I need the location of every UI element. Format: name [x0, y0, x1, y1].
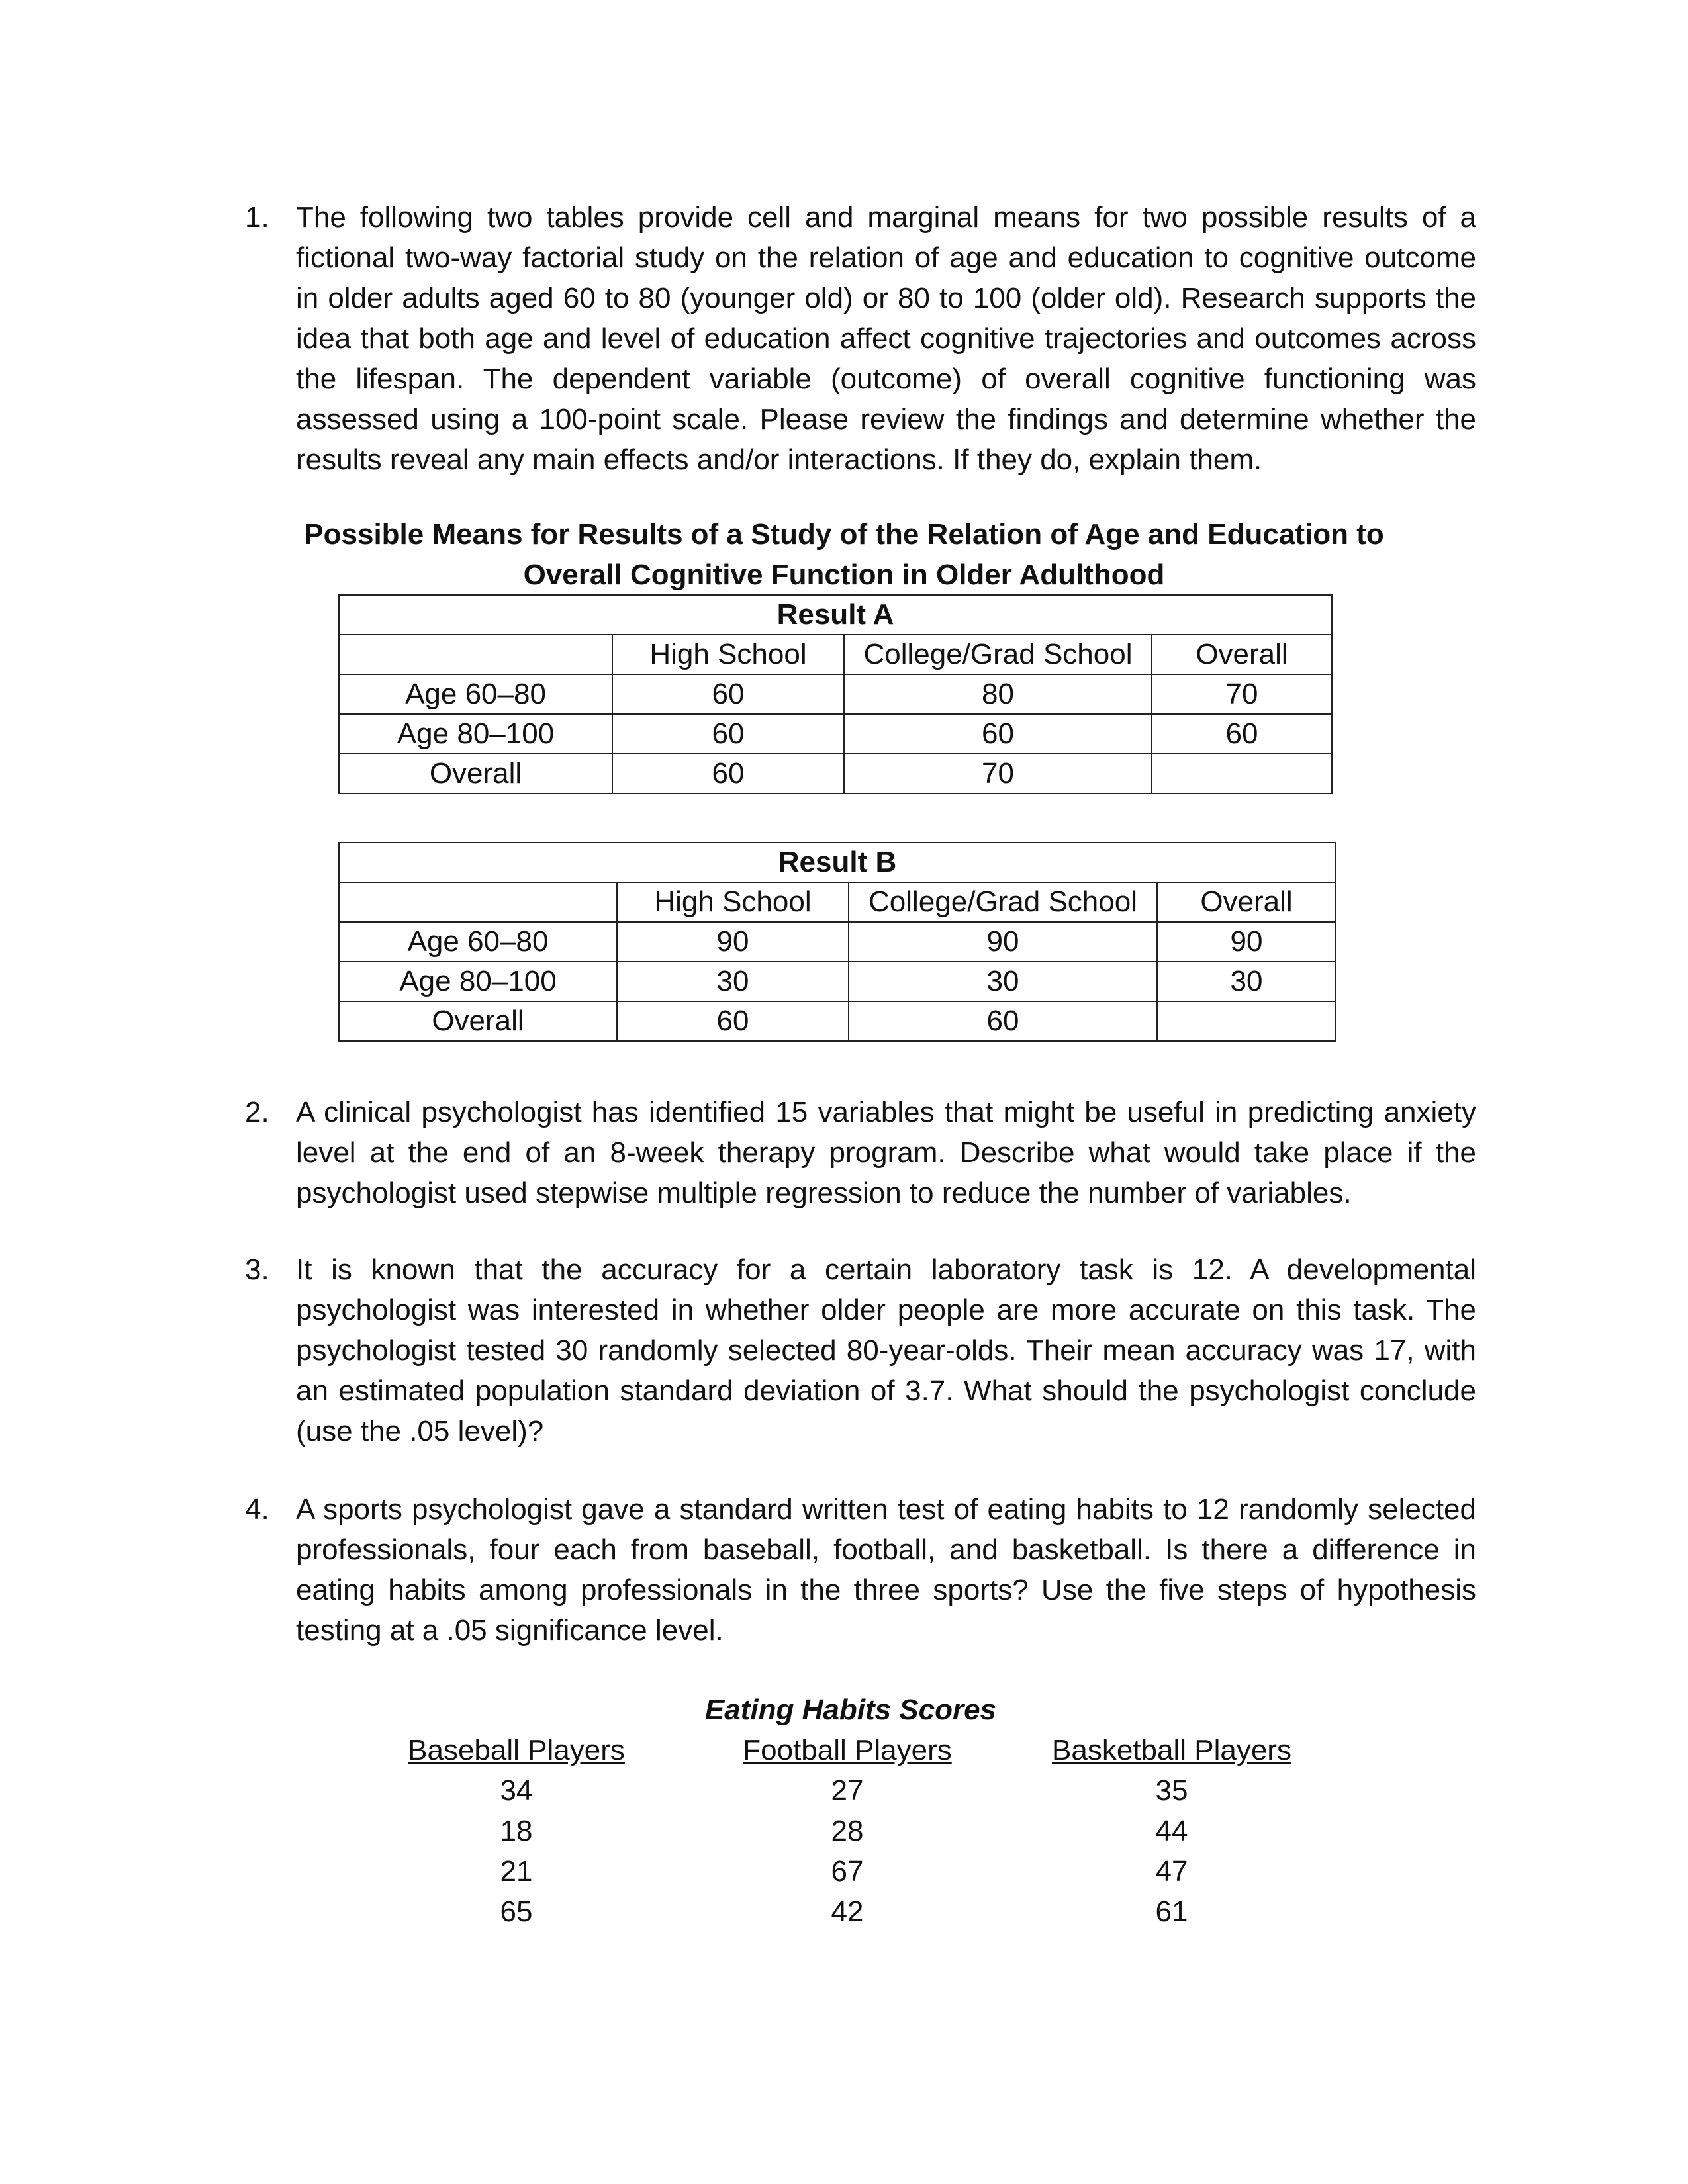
score-value: 18: [500, 1815, 533, 1847]
question-1-text: The following two tables provide cell and marginal means for two possible results of a fictional two-way factorial study on the relation of age and education to cognitive outcome in older adults aged 60 to 80 (younger old) or 80 to 100 (older old). Research supports the idea that both age and level of education affect cognitive trajectories and outcomes across the lifespan. The dependent variable (outcome) of overall cognitive functioning was assessed using a 100-point scale. Please review the findings and determine whether the results reveal any main effects and/or interactions. If they do, explain them.: [296, 201, 1476, 476]
baseball-column: [371, 1730, 662, 1932]
question-2: [245, 1092, 1476, 1218]
table-row: [339, 754, 1332, 794]
question-4-number: 4.: [245, 1493, 269, 1525]
row-header: Age 80–100: [339, 962, 617, 1001]
table-cell: [1157, 1001, 1336, 1041]
eating-habits-scores: [371, 1690, 1331, 1954]
table-row: [339, 962, 1336, 1001]
question-4: [245, 1489, 1476, 1655]
table-cell: [339, 635, 612, 674]
question-2-number: 2.: [245, 1096, 269, 1128]
column-header: High School: [612, 635, 844, 674]
table-caption: [245, 514, 1443, 595]
score-value: 21: [500, 1855, 533, 1888]
row-header: Age 80–100: [339, 714, 612, 754]
column-header: College/Grad School: [844, 635, 1152, 674]
score-value: 42: [831, 1895, 864, 1928]
table-cell: [339, 882, 617, 922]
table-cell: 30: [849, 962, 1157, 1001]
basketball-column: [1019, 1730, 1324, 1932]
table-cell: 60: [849, 1001, 1157, 1041]
question-1-number: 1.: [245, 201, 269, 234]
score-value: 44: [1155, 1815, 1188, 1847]
score-value: 47: [1155, 1855, 1188, 1888]
column-header: Overall: [1152, 635, 1332, 674]
score-value: 67: [831, 1855, 864, 1888]
table-cell: 30: [1157, 962, 1336, 1001]
table-row: [339, 1001, 1336, 1041]
score-value: 27: [831, 1774, 864, 1807]
score-value: 28: [831, 1815, 864, 1847]
table-row: [339, 674, 1332, 714]
table-cell: 90: [617, 922, 849, 962]
table-caption-line-1: Possible Means for Results of a Study of the Relation of Age and Education to: [304, 518, 1384, 551]
question-1: [245, 197, 1476, 522]
football-column: [702, 1730, 993, 1932]
score-value: 65: [500, 1895, 533, 1928]
table-cell: 70: [1152, 674, 1332, 714]
result-a-title: Result A: [339, 595, 1332, 635]
table-row: [339, 922, 1336, 962]
row-header: Overall: [339, 754, 612, 794]
score-value: 35: [1155, 1774, 1188, 1807]
result-a-table: [338, 594, 1333, 794]
row-header: Overall: [339, 1001, 617, 1041]
table-cell: 80: [844, 674, 1152, 714]
table-cell: [1152, 754, 1332, 794]
row-header: Age 60–80: [339, 674, 612, 714]
question-3-number: 3.: [245, 1253, 269, 1286]
table-cell: 60: [1152, 714, 1332, 754]
question-3: [245, 1250, 1476, 1455]
table-cell: 70: [844, 754, 1152, 794]
table-cell: 90: [849, 922, 1157, 962]
table-cell: 60: [612, 674, 844, 714]
result-b-title: Result B: [339, 842, 1336, 882]
score-value: 34: [500, 1774, 533, 1807]
table-cell: 30: [617, 962, 849, 1001]
score-value: 61: [1155, 1895, 1188, 1928]
table-caption-line-2: Overall Cognitive Function in Older Adulthood: [523, 559, 1165, 591]
column-header: High School: [617, 882, 849, 922]
question-3-text: It is known that the accuracy for a certain laboratory task is 12. A developmental psychologist was interested in whether older people are more accurate on this task. The psychologist tested 30 randomly selected 80-year-olds. Their mean accuracy was 17, with an estimated population standard deviation of 3.7. What should the psychologist conclude (use the .05 level)?: [296, 1253, 1476, 1447]
row-header: Age 60–80: [339, 922, 617, 962]
column-header: College/Grad School: [849, 882, 1157, 922]
table-row: [339, 714, 1332, 754]
question-4-text: A sports psychologist gave a standard written test of eating habits to 12 randomly selected professionals, four each from baseball, football, and basketball. Is there a difference in eating habits among professionals in the three sports? Use the five steps of hypothesis testing at a .05 significance level.: [296, 1493, 1476, 1647]
table-cell: 90: [1157, 922, 1336, 962]
table-cell: 60: [612, 754, 844, 794]
result-b-table: [338, 842, 1336, 1042]
table-cell: 60: [844, 714, 1152, 754]
column-header: Basketball Players: [1052, 1734, 1291, 1766]
table-cell: 60: [617, 1001, 849, 1041]
eating-habits-title: Eating Habits Scores: [704, 1694, 997, 1726]
column-header: Overall: [1157, 882, 1336, 922]
column-header: Baseball Players: [408, 1734, 625, 1766]
question-2-text: A clinical psychologist has identified 15 variables that might be useful in predicting anxiety level at the end of an 8-week therapy program. Describe what would take place if the psychologist used stepwise multiple regression to reduce the number of variables.: [296, 1096, 1476, 1209]
column-header: Football Players: [743, 1734, 952, 1766]
table-cell: 60: [612, 714, 844, 754]
